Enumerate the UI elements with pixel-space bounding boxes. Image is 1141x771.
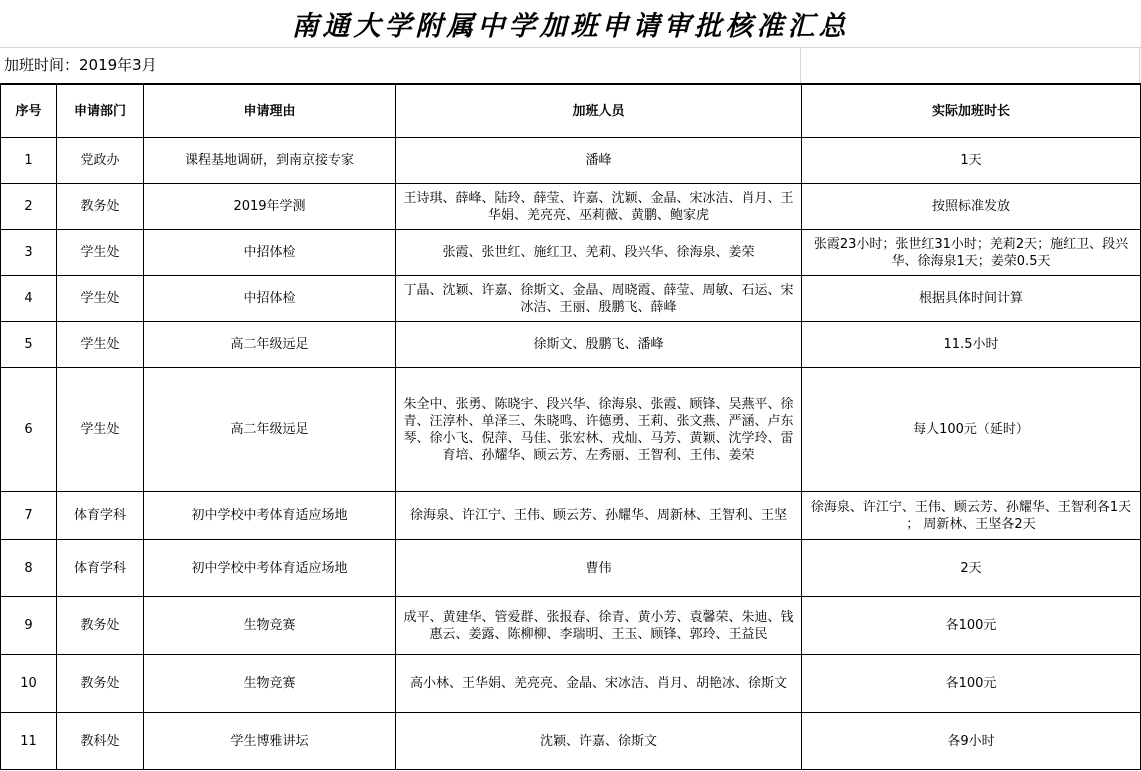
cell-reason[interactable]: 高二年级远足	[144, 368, 396, 492]
cell-reason[interactable]: 生物竞赛	[144, 655, 396, 713]
header-seq[interactable]: 序号	[1, 85, 57, 138]
cell-dept[interactable]: 教务处	[57, 184, 144, 230]
cell-hours[interactable]: 11.5小时	[802, 322, 1141, 368]
cell-seq[interactable]: 11	[1, 713, 57, 770]
cell-seq[interactable]: 8	[1, 540, 57, 597]
cell-staff[interactable]: 徐斯文、殷鹏飞、潘峰	[396, 322, 802, 368]
cell-seq[interactable]: 2	[1, 184, 57, 230]
cell-hours[interactable]: 张霞23小时；张世红31小时；羌莉2天；施红卫、段兴华、徐海泉1天；姜荣0.5天	[802, 230, 1141, 276]
cell-divider	[1139, 47, 1140, 83]
cell-staff[interactable]: 张霞、张世红、施红卫、羌莉、段兴华、徐海泉、姜荣	[396, 230, 802, 276]
cell-seq[interactable]: 5	[1, 322, 57, 368]
cell-staff[interactable]: 曹伟	[396, 540, 802, 597]
cell-staff[interactable]: 王诗琪、薛峰、陆玲、薛莹、许嘉、沈颖、金晶、宋冰洁、肖月、王华娟、羌亮亮、巫莉薇、黄鹏、鲍家虎	[396, 184, 802, 230]
cell-dept[interactable]: 党政办	[57, 138, 144, 184]
cell-hours[interactable]: 各100元	[802, 655, 1141, 713]
table-row	[1, 276, 1141, 322]
table-row	[1, 230, 1141, 276]
cell-staff[interactable]: 成平、黄建华、管爱群、张报春、徐青、黄小芳、袁馨荣、朱迪、钱惠云、姜露、陈柳柳、李瑞明、王玉、顾锋、郭玲、王益民	[396, 597, 802, 655]
table-row	[1, 713, 1141, 770]
table-row	[1, 368, 1141, 492]
cell-dept[interactable]: 体育学科	[57, 540, 144, 597]
period-row	[0, 47, 1141, 84]
cell-reason[interactable]: 初中学校中考体育适应场地	[144, 492, 396, 540]
cell-staff[interactable]: 沈颖、许嘉、徐斯文	[396, 713, 802, 770]
header-dept[interactable]: 申请部门	[57, 85, 144, 138]
cell-reason[interactable]: 高二年级远足	[144, 322, 396, 368]
cell-reason[interactable]: 学生博雅讲坛	[144, 713, 396, 770]
table-row	[1, 322, 1141, 368]
cell-reason[interactable]: 课程基地调研，到南京接专家	[144, 138, 396, 184]
cell-dept[interactable]: 教务处	[57, 597, 144, 655]
cell-seq[interactable]: 6	[1, 368, 57, 492]
cell-divider	[800, 47, 801, 83]
cell-staff[interactable]: 潘峰	[396, 138, 802, 184]
cell-staff[interactable]: 徐海泉、许江宁、王伟、顾云芳、孙耀华、周新林、王智利、王坚	[396, 492, 802, 540]
table-row	[1, 597, 1141, 655]
cell-staff[interactable]: 高小林、王华娟、羌亮亮、金晶、宋冰洁、肖月、胡艳冰、徐斯文	[396, 655, 802, 713]
cell-hours[interactable]: 各100元	[802, 597, 1141, 655]
cell-dept[interactable]: 教科处	[57, 713, 144, 770]
cell-hours[interactable]: 2天	[802, 540, 1141, 597]
header-reason[interactable]: 申请理由	[144, 85, 396, 138]
cell-hours[interactable]: 根据具体时间计算	[802, 276, 1141, 322]
cell-dept[interactable]: 教务处	[57, 655, 144, 713]
header-staff[interactable]: 加班人员	[396, 85, 802, 138]
cell-seq[interactable]: 7	[1, 492, 57, 540]
cell-reason[interactable]: 2019年学测	[144, 184, 396, 230]
cell-hours[interactable]: 按照标准发放	[802, 184, 1141, 230]
cell-dept[interactable]: 学生处	[57, 276, 144, 322]
cell-reason[interactable]: 中招体检	[144, 230, 396, 276]
cell-hours[interactable]: 每人100元（延时）	[802, 368, 1141, 492]
overtime-period[interactable]: 加班时间：2019年3月	[4, 56, 157, 74]
title-row	[0, 0, 1141, 48]
cell-reason[interactable]: 生物竞赛	[144, 597, 396, 655]
cell-seq[interactable]: 3	[1, 230, 57, 276]
overtime-table	[0, 84, 1141, 770]
cell-hours[interactable]: 徐海泉、许江宁、王伟、顾云芳、孙耀华、王智利各1天 ； 周新林、王坚各2天	[802, 492, 1141, 540]
cell-staff[interactable]: 朱全中、张勇、陈晓宇、段兴华、徐海泉、张霞、顾锋、吴燕平、徐青、汪淳朴、单泽三、朱晓鸣、许德勇、王莉、张文燕、严涵、卢东琴、徐小飞、倪萍、马佳、张宏林、戎灿、马芳、黄颖、沈学玲、雷育培、孙耀华、顾云芳、左秀丽、王智利、王伟、姜荣	[396, 368, 802, 492]
table-header-row	[1, 85, 1141, 138]
cell-hours[interactable]: 各9小时	[802, 713, 1141, 770]
page-title[interactable]: 南通大学附属中学加班申请审批核准汇总	[291, 11, 850, 42]
cell-seq[interactable]: 10	[1, 655, 57, 713]
cell-dept[interactable]: 体育学科	[57, 492, 144, 540]
table-row	[1, 184, 1141, 230]
cell-reason[interactable]: 初中学校中考体育适应场地	[144, 540, 396, 597]
cell-hours[interactable]: 1天	[802, 138, 1141, 184]
cell-seq[interactable]: 9	[1, 597, 57, 655]
table-row	[1, 138, 1141, 184]
header-hours[interactable]: 实际加班时长	[802, 85, 1141, 138]
table-row	[1, 492, 1141, 540]
cell-dept[interactable]: 学生处	[57, 322, 144, 368]
cell-seq[interactable]: 1	[1, 138, 57, 184]
table-row	[1, 655, 1141, 713]
cell-staff[interactable]: 丁晶、沈颖、许嘉、徐斯文、金晶、周晓霞、薛莹、周敏、石运、宋冰洁、王丽、殷鹏飞、薛峰	[396, 276, 802, 322]
cell-seq[interactable]: 4	[1, 276, 57, 322]
cell-dept[interactable]: 学生处	[57, 230, 144, 276]
table-row	[1, 540, 1141, 597]
cell-dept[interactable]: 学生处	[57, 368, 144, 492]
cell-reason[interactable]: 中招体检	[144, 276, 396, 322]
